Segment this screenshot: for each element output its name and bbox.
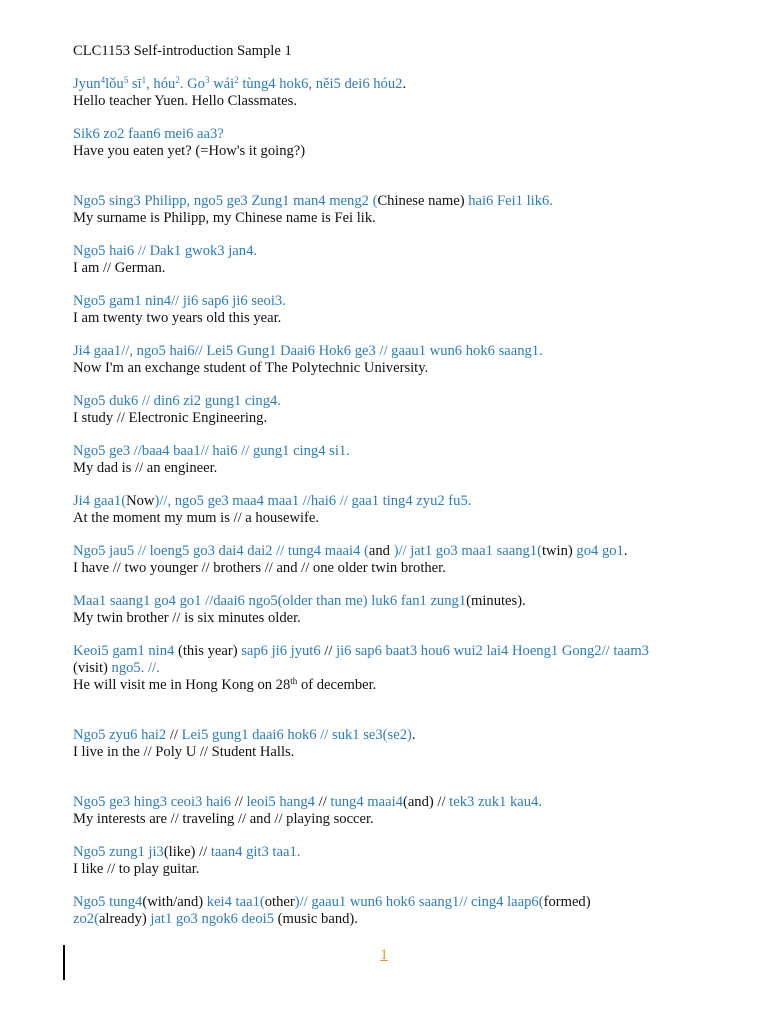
text-run: )// jat1 go3 maa1 saang1( [393,543,542,559]
text-run: . [411,727,416,743]
text-run: // [234,794,247,810]
text-run: // [318,794,331,810]
superscript: 2 [175,75,180,85]
text-line [73,861,713,878]
paragraph-block [73,844,713,878]
romanized-line [73,393,713,410]
text-run: My interests are // traveling // and // playing soccer. [73,811,374,827]
text-run: . Go [179,76,205,92]
romanized-line [73,794,713,811]
text-run: My twin brother // is six minutes older. [73,610,301,626]
text-run: Now I'm an exchange student of The Polytechnic University. [73,360,429,376]
romanized-line [73,493,713,510]
text-run: Maa1 saang1 go4 go1 //daai6 ngo5(older than me) luk6 fan1 zung1 [73,593,467,609]
text-run: (minutes). [466,593,526,609]
text-run: Ngo5 ge3 hing3 ceoi3 hai6 [73,794,235,810]
superscript: 1 [141,75,147,85]
superscript: 5 [123,75,129,85]
paragraph-block [73,343,713,377]
text-line [73,260,713,277]
paragraph-block [73,794,713,828]
text-run: wái [209,76,235,92]
text-run: already) [98,911,151,927]
text-line [73,660,713,677]
page-number[interactable]: 1 [380,947,388,963]
superscript: 3 [204,75,210,85]
romanized-line [73,193,713,210]
text-run: lǒu [105,76,124,92]
paragraph-block [73,393,713,427]
paragraph-block [73,76,713,110]
text-line [73,510,713,527]
text-run: Jyun [73,76,101,92]
text-run: I study // Electronic Engineering. [73,410,268,426]
text-run: (and) // [402,794,450,810]
text-run: Ngo5 hai6 // Dak1 gwok3 jan4. [73,243,258,259]
text-run: Chinese name) [377,193,469,209]
text-run: zo2( [73,911,99,927]
text-run: taan4 git3 taa1. [210,844,301,860]
text-run: Keoi5 gam1 nin4 [73,643,178,659]
text-line [73,610,713,627]
text-run: go4 go1 [576,543,624,559]
text-run: (this year) [177,643,242,659]
text-run: and [368,543,394,559]
romanized-line [73,293,713,310]
text-run: I live in the // Poly U // Student Halls. [73,744,295,760]
text-run: Ngo5 duk6 // din6 zi2 gung1 cing4. [73,393,281,409]
romanized-line [73,126,713,143]
text-run: sī [128,76,142,92]
paragraph-list [73,76,713,928]
superscript: 4 [100,75,106,85]
text-run: // [324,643,337,659]
text-run: (like) // [163,844,211,860]
text-line [73,93,713,110]
document-title: CLC1153 Self-introduction Sample 1 [73,43,292,59]
romanized-line [73,844,713,861]
text-run: Ngo5 jau5 // loeng5 go3 dai4 dai2 // tung4 maai4 ( [73,543,369,559]
document-page [73,43,713,944]
text-run: hai6 Fei1 lik6. [468,193,553,209]
paragraph-block [73,894,713,928]
text-run: jat1 go3 ngok6 deoi5 [150,911,278,927]
text-line [73,811,713,828]
paragraph-block [73,293,713,327]
text-run: I like // to play guitar. [73,861,200,877]
text-run: Ngo5 sing3 Philipp, ngo5 ge3 Zung1 man4 meng2 ( [73,193,378,209]
text-run: ngo5. //. [111,660,160,676]
text-run: Ngo5 gam1 nin4// ji6 sap6 ji6 seoi3. [73,293,286,309]
text-run: Lei5 gung1 daai6 hok6 // suk1 se3(se2) [181,727,412,743]
paragraph-block [73,126,713,160]
text-run: tek3 zuk1 kau4. [449,794,542,810]
romanized-line [73,243,713,260]
text-run: tung4 maai4 [330,794,403,810]
paragraph-block [73,543,713,577]
text-run: I am // German. [73,260,166,276]
text-line [73,677,713,694]
text-run: // [169,727,182,743]
text-run: Ngo5 ge3 //baa4 baa1// hai6 // gung1 cing4 si1. [73,443,350,459]
paragraph-block [73,243,713,277]
superscript: 2 [234,75,239,85]
paragraph-block [73,727,713,761]
text-line [73,460,713,477]
paragraph-block [73,593,713,627]
romanized-line [73,894,713,911]
text-run: formed) [543,894,591,910]
paragraph-block [73,443,713,477]
romanized-line [73,343,713,360]
text-run: . [623,543,628,559]
text-run: leoi5 hang4 [246,794,319,810]
text-run: Ji4 gaa1( [73,493,127,509]
text-run: (with/and) [142,894,207,910]
text-line [73,911,713,928]
romanized-line [73,543,713,560]
romanized-line [73,76,713,93]
paragraph-block [73,193,713,227]
text-line [73,143,713,160]
text-run: . [402,76,407,92]
paragraph-block [73,493,713,527]
text-line [73,560,713,577]
text-run: twin) [541,543,577,559]
text-run: Ngo5 zyu6 hai2 [73,727,170,743]
text-run: kei4 taa1( [206,894,265,910]
text-run: ji6 sap6 baat3 hou6 wui2 lai4 Hoeng1 Gong2// taam3 [336,643,649,659]
text-line [73,210,713,227]
text-run: other [264,894,295,910]
text-run: of december. [297,677,377,693]
text-run: I am twenty two years old this year. [73,310,282,326]
text-run: Sik6 zo2 faan6 mei6 aa3? [73,126,224,142]
text-run: Now [126,493,155,509]
text-run: Have you eaten yet? (=How's it going?) [73,143,306,159]
romanized-line [73,443,713,460]
text-run: At the moment my mum is // a housewife. [73,510,320,526]
romanized-line [73,593,713,610]
text-line [73,360,713,377]
text-run: (visit) [73,660,112,676]
text-run: Hello teacher Yuen. Hello Classmates. [73,93,297,109]
text-run: (music band). [277,911,358,927]
text-run: He will visit me in Hong Kong on 28 [73,677,291,693]
text-run: )// gaau1 wun6 hok6 saang1// cing4 laap6( [294,894,544,910]
text-run: I have // two younger // brothers // and // one older twin brother. [73,560,446,576]
text-line [73,310,713,327]
text-run: , hóu [146,76,176,92]
romanized-line [73,643,713,660]
text-run: )//, ngo5 ge3 maa4 maa1 //hai6 // gaa1 ting4 zyu2 fu5. [154,493,472,509]
romanized-line [73,727,713,744]
text-line [73,410,713,427]
text-run: My surname is Philipp, my Chinese name is Fei lik. [73,210,376,226]
text-run: sap6 ji6 jyut6 [241,643,325,659]
paragraph-block [73,643,713,694]
superscript: th [290,676,298,686]
text-run: Ngo5 tung4 [73,894,143,910]
text-line [73,744,713,761]
text-run: My dad is // an engineer. [73,460,218,476]
text-run: Ji4 gaa1//, ngo5 hai6// Lei5 Gung1 Daai6 Hok6 ge3 // gaau1 wun6 hok6 saang1. [73,343,543,359]
text-run: tùng4 hok6, něi5 dei6 hóu2 [238,76,403,92]
text-run: Ngo5 zung1 ji3 [73,844,164,860]
